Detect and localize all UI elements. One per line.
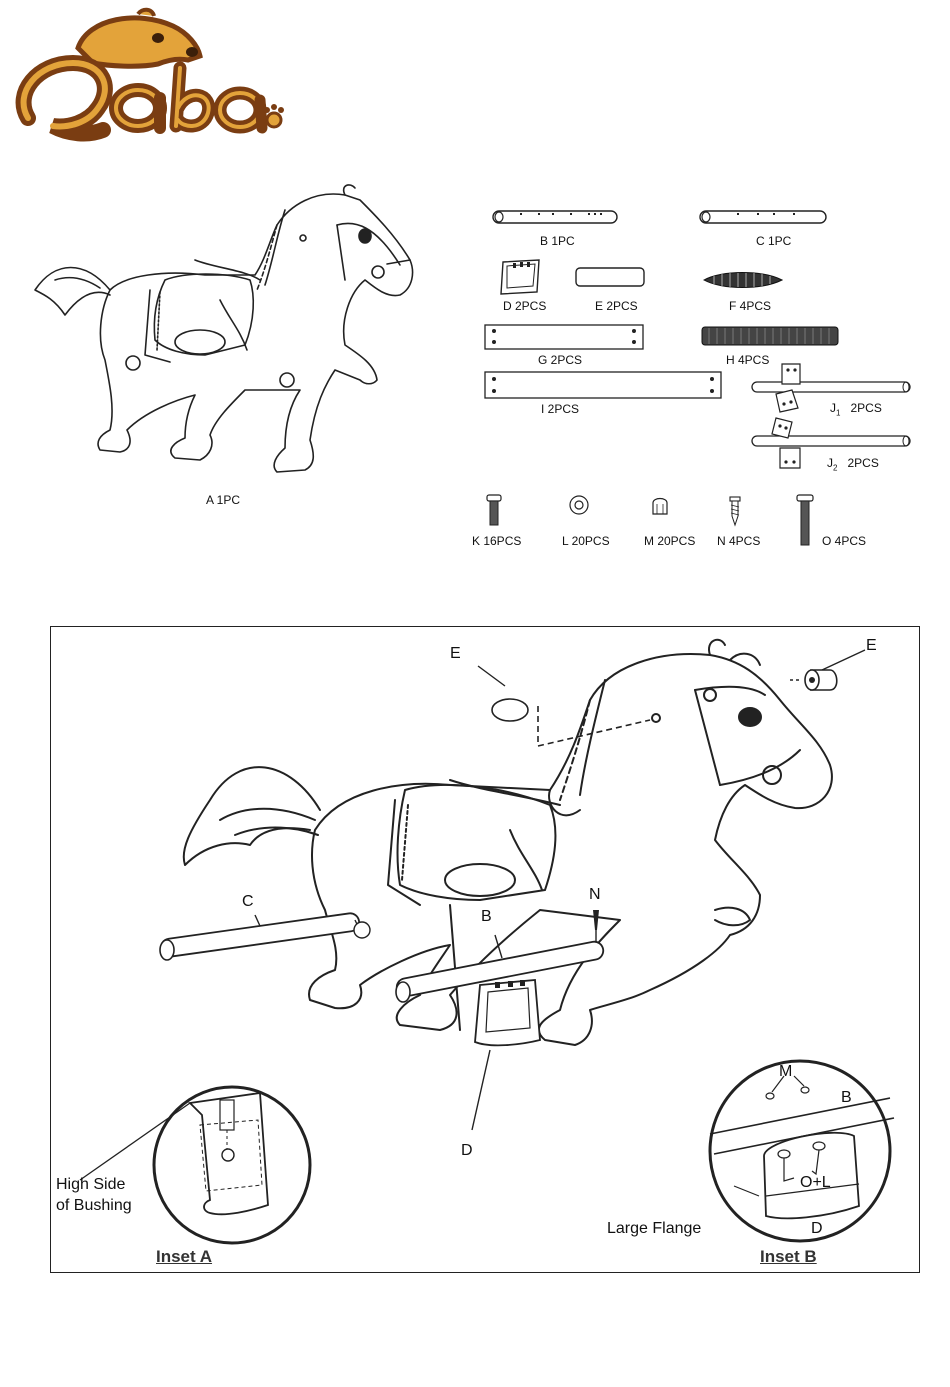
part-j1-subscript: 1	[836, 408, 841, 418]
part-c-label: C 1PC	[756, 234, 792, 248]
part-f-label: F 4PCS	[729, 299, 772, 313]
part-j2-letter: J	[827, 456, 833, 470]
part-i-label: I 2PCS	[541, 402, 580, 416]
part-b-label: B 1PC	[540, 234, 575, 248]
part-k-label: K 16PCS	[472, 534, 522, 548]
part-l-washer-icon	[568, 494, 590, 516]
part-j1-label	[830, 401, 882, 417]
part-g-label: G 2PCS	[538, 353, 583, 367]
part-h-spring-icon	[701, 326, 839, 346]
part-n-screw-icon	[728, 496, 742, 526]
inset-b-label-m: M	[779, 1063, 793, 1080]
part-a-label: A 1PC	[206, 493, 241, 507]
qaba-logo-icon	[8, 8, 288, 158]
inset-a-circle	[140, 1085, 325, 1250]
assembly-label-e-left: E	[450, 645, 461, 662]
part-c-tube-icon	[697, 208, 829, 226]
assembly-label-c: C	[242, 893, 254, 910]
assembly-label-n: N	[589, 886, 601, 903]
part-e-label: E 2PCS	[595, 299, 638, 313]
part-i-plate-icon	[484, 371, 722, 399]
inset-a-note-line2: of Bushing	[56, 1197, 132, 1214]
part-j2-label	[827, 456, 879, 472]
part-h-label: H 4PCS	[726, 353, 770, 367]
assembly-label-b: B	[481, 908, 492, 925]
assembly-label-d: D	[461, 1142, 473, 1159]
part-k-bolt-icon	[486, 494, 502, 526]
inset-b-label-ol: O+L	[800, 1174, 831, 1191]
inset-b-title: Inset B	[760, 1247, 817, 1266]
part-b-tube-icon	[490, 208, 620, 226]
part-j1-letter: J	[830, 401, 836, 415]
part-a-horse-illustration	[15, 180, 425, 480]
inset-b-label-b: B	[841, 1089, 852, 1106]
part-n-label: N 4PCS	[717, 534, 761, 548]
part-j2-subscript: 2	[833, 463, 838, 473]
assembly-horse-illustration	[150, 630, 850, 1110]
part-f-spring-icon	[702, 270, 784, 290]
part-o-label: O 4PCS	[822, 534, 867, 548]
inset-b-label-d: D	[811, 1220, 823, 1237]
brand-logo	[8, 8, 288, 158]
part-j2-qty: 2PCS	[847, 456, 879, 470]
part-m-capnut-icon	[651, 494, 669, 516]
part-j1-qty: 2PCS	[850, 401, 882, 415]
assembly-label-e-right: E	[866, 637, 877, 654]
part-m-label: M 20PCS	[644, 534, 696, 548]
part-l-label: L 20PCS	[562, 534, 610, 548]
part-o-bolt-icon	[796, 494, 814, 546]
inset-b-circle	[704, 1056, 899, 1246]
inset-b-note: Large Flange	[607, 1220, 702, 1237]
inset-a-title: Inset A	[156, 1247, 213, 1266]
part-d-label: D 2PCS	[503, 299, 547, 313]
part-g-plate-icon	[484, 324, 644, 350]
part-d-bushing-icon	[497, 256, 545, 296]
part-e-plug-icon	[574, 266, 646, 288]
inset-a-note-line1: High Side	[56, 1176, 126, 1193]
